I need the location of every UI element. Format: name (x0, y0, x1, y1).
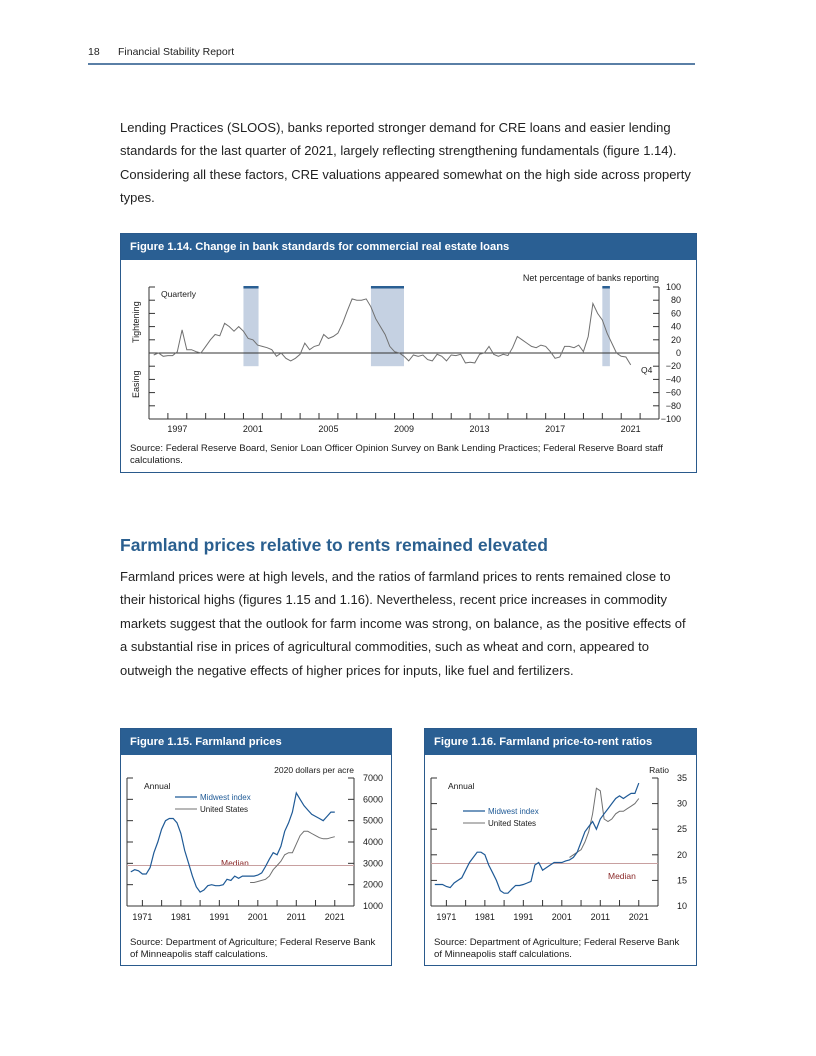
x-tick-label: 1971 (436, 912, 457, 922)
y-tick-label: 40 (670, 321, 681, 332)
figure-1-15-chart (121, 756, 391, 932)
figure-1-14-source: Source: Federal Reserve Board, Senior Loan Officer Opinion Survey on Bank Lending Practices; Federal Reserve Board staff calculations. (130, 443, 663, 466)
y-tick-label: 2000 (362, 879, 383, 890)
y-tick-label: 6000 (362, 794, 383, 805)
y-tick-label: 35 (676, 773, 687, 783)
recession-cap-1 (371, 286, 404, 289)
x-tick-label: 2021 (324, 912, 345, 922)
figure-1-14 (120, 233, 697, 473)
y-tick-label: 20 (670, 334, 681, 345)
figure-1-14-frequency-label: Quarterly (161, 289, 196, 299)
figure-1-14-title: Figure 1.14. Change in bank standards for commercial real estate loans (121, 234, 696, 260)
x-tick-label: 2001 (551, 912, 572, 922)
y-tick-label: 0 (675, 348, 681, 358)
x-tick-label: 2005 (318, 424, 339, 434)
recession-cap-0 (243, 286, 258, 289)
easing-label: Easing (131, 370, 141, 398)
tightening-label: Tightening (131, 301, 141, 343)
y-tick-label: 30 (676, 798, 687, 809)
x-tick-label: 2021 (628, 912, 649, 922)
y-tick-label: 7000 (362, 773, 383, 783)
figure-1-15-median-label: Median (221, 858, 249, 868)
y-tick-label: 4000 (362, 837, 383, 847)
y-tick-label: 20 (676, 849, 687, 860)
figure-1-14-chart (121, 261, 696, 437)
figure-1-16-frequency-label: Annual (448, 781, 475, 791)
x-tick-label: 1997 (167, 424, 188, 434)
legend-us-label: United States (200, 805, 249, 814)
y-tick-label: 80 (670, 295, 681, 306)
figure-1-15 (120, 728, 392, 966)
legend-midwest-label: Midwest index (200, 793, 251, 802)
paragraph-cre-valuations: Lending Practices (SLOOS), banks reported stronger demand for CRE loans and easier lending standards for the last quarter of 2021, largely reflecting strengthening fundamentals (figure 1.14). Considering all these factors, CRE valuations appeared somewhat on the high side across property types. (120, 120, 691, 206)
paragraph-farmland: Farmland prices were at high levels, and the ratios of farmland prices to rents remained close to their historical highs (figures 1.15 and 1.16). Nevertheless, recent price increases in commodity markets suggest that the outlook for farm income was strong, on balance, as the positive effects of a substantial rise in prices of agricultural commodities, such as wheat and corn, appeared to outweigh the negative effects of higher prices for inputs, like fuel and fertilizers. (120, 569, 686, 678)
recession-band-1 (371, 287, 404, 366)
x-tick-label: 2011 (286, 912, 306, 922)
x-tick-label: 1991 (209, 912, 230, 922)
x-tick-label: 1971 (132, 912, 153, 922)
y-tick-label: 25 (676, 824, 687, 835)
x-tick-label: 1981 (170, 912, 191, 922)
x-tick-label: 1991 (513, 912, 534, 922)
page-number: 18 (88, 46, 100, 58)
x-tick-label: 2011 (590, 912, 610, 922)
figure-1-15-source: Source: Department of Agriculture; Federal Reserve Bank of Minneapolis staff calculations. (130, 937, 376, 960)
y-tick-label: 10 (676, 901, 687, 911)
x-tick-label: 2017 (545, 424, 566, 434)
x-tick-label: 2001 (247, 912, 268, 922)
y-tick-label: −40 (665, 374, 681, 385)
x-tick-label: 2001 (242, 424, 263, 434)
y-tick-label: −60 (665, 387, 681, 398)
legend-us-label: United States (488, 819, 537, 828)
recession-band-0 (243, 287, 258, 366)
section-heading: Farmland prices relative to rents remained elevated (120, 535, 548, 555)
figure-1-14-q4-label: Q4 (641, 365, 653, 375)
series-line-united-states (570, 788, 639, 857)
figure-1-16-source: Source: Department of Agriculture; Federal Reserve Bank of Minneapolis staff calculations. (434, 937, 680, 960)
y-tick-label: 5000 (362, 815, 383, 826)
y-tick-label: −100 (660, 414, 681, 424)
figure-1-16 (424, 728, 697, 966)
figure-1-16-median-label: Median (608, 871, 636, 881)
y-tick-label: 3000 (362, 858, 383, 869)
y-tick-label: −20 (665, 361, 681, 372)
y-tick-label: −80 (665, 400, 681, 411)
recession-cap-2 (602, 286, 610, 289)
x-tick-label: 1981 (474, 912, 495, 922)
figure-1-16-title: Figure 1.16. Farmland price-to-rent ratios (425, 729, 696, 755)
figure-1-15-units-label: 2020 dollars per acre (274, 765, 354, 775)
y-tick-label: 15 (676, 875, 687, 886)
recession-band-2 (602, 287, 610, 366)
figure-1-16-chart (425, 756, 696, 932)
legend-midwest-label: Midwest index (488, 807, 539, 816)
y-tick-label: 100 (665, 282, 681, 292)
figure-1-16-units-label: Ratio (649, 765, 669, 775)
series-line-united-states (250, 831, 335, 882)
figure-1-15-title: Figure 1.15. Farmland prices (121, 729, 391, 755)
x-tick-label: 2013 (469, 424, 490, 434)
header-rule (88, 63, 695, 65)
figure-1-15-frequency-label: Annual (144, 781, 171, 791)
y-tick-label: 60 (670, 308, 681, 319)
y-tick-label: 1000 (362, 901, 383, 911)
x-tick-label: 2021 (620, 424, 641, 434)
report-title: Financial Stability Report (118, 46, 235, 58)
figure-1-14-units-label: Net percentage of banks reporting (522, 273, 659, 283)
x-tick-label: 2009 (393, 424, 415, 434)
